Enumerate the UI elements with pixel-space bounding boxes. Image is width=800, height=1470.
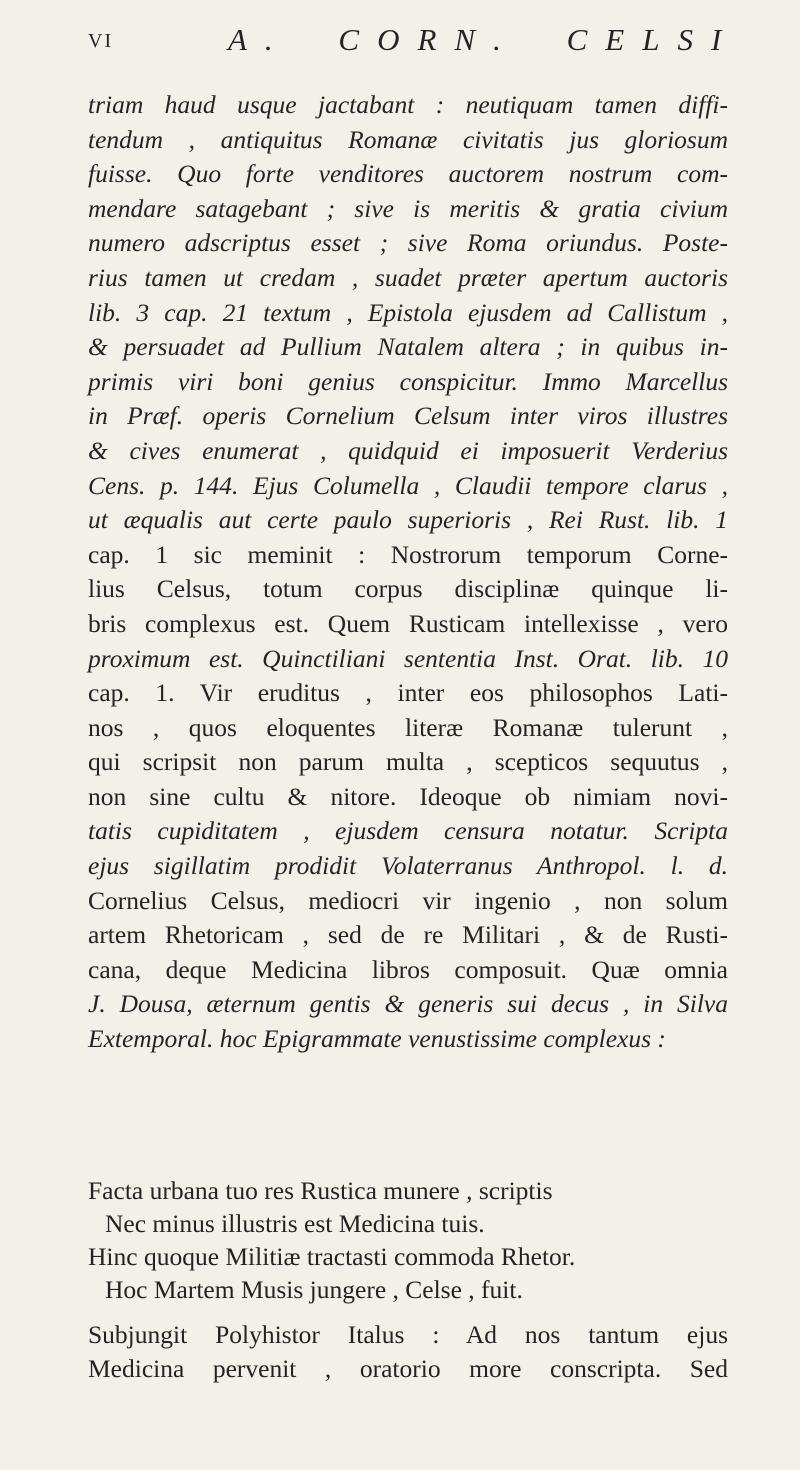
epigram [88, 1174, 728, 1306]
epigram-line: Hoc Martem Musis jungere , Celse , fuit. [105, 1275, 523, 1304]
closing-paragraph [88, 1318, 728, 1386]
text-line: Medicina pervenit , oratorio more conscripta. Sed [88, 1354, 728, 1383]
epigram-line: Facta urbana tuo res Rustica munere , scriptis [88, 1176, 553, 1205]
text-line: ejus sigillatim prodidit Volaterranus Anthropol. l. d. [88, 851, 728, 881]
text-line: qui scripsit non parum multa , scepticos sequutus , [88, 747, 728, 777]
text-line: bris complexus est. Quem Rusticam intellexisse , vero [88, 608, 728, 638]
running-title: A. CORN. CELSI [228, 22, 740, 57]
text-line: ut æqualis aut certe paulo superioris , Rei Rust. lib. 1 [88, 505, 728, 535]
main-text-block [88, 88, 728, 1057]
page-number: VI [88, 30, 114, 52]
text-line: artem Rhetoricam , sed de re Militari , & de Rusti- [88, 920, 728, 950]
text-line: fuisse. Quo forte venditores auctorem nostrum com- [88, 159, 728, 189]
text-line: tendum , antiquitus Romanæ civitatis jus gloriosum [88, 124, 728, 154]
text-line: mendare satagebant ; sive is meritis & gratia civium [88, 193, 728, 223]
text-line: J. Dousa, æternum gentis & generis sui decus , in Silva [88, 989, 728, 1019]
epigram-line: Hinc quoque Militiæ tractasti commoda Rhetor. [88, 1242, 576, 1271]
text-line: primis viri boni genius conspicitur. Immo Marcellus [88, 366, 728, 396]
text-line: cap. 1 sic meminit : Nostrorum temporum Corne- [88, 539, 728, 569]
text-line: in Præf. operis Cornelium Celsum inter viros illustres [88, 401, 728, 431]
text-line: Cornelius Celsus, mediocri vir ingenio , non solum [88, 885, 728, 915]
text-line: & cives enumerat , quidquid ei imposuerit Verderius [88, 435, 728, 465]
text-line: lius Celsus, totum corpus disciplinæ quinque li- [88, 574, 728, 604]
text-line: Subjungit Polyhistor Italus : Ad nos tantum ejus [88, 1320, 728, 1349]
text-line: Extemporal. hoc Epigrammate venustissime complexus : [88, 1024, 666, 1054]
text-line: numero adscriptus esset ; sive Roma oriundus. Poste- [88, 228, 728, 258]
page-header [88, 22, 740, 62]
text-line: tatis cupiditatem , ejusdem censura notatur. Scripta [88, 816, 728, 846]
text-line: & persuadet ad Pullium Natalem altera ; in quibus in- [88, 332, 728, 362]
text-line: lib. 3 cap. 21 textum , Epistola ejusdem ad Callistum , [88, 297, 728, 327]
text-line: triam haud usque jactabant : neutiquam tamen diffi- [88, 90, 728, 119]
epigram-line: Nec minus illustris est Medicina tuis. [105, 1209, 485, 1238]
text-line: Cens. p. 144. Ejus Columella , Claudii tempore clarus , [88, 470, 728, 500]
text-line: cap. 1. Vir eruditus , inter eos philosophos Lati- [88, 678, 728, 708]
text-line: cana, deque Medicina libros composuit. Quæ omnia [88, 954, 728, 984]
text-line: proximum est. Quinctiliani sententia Inst. Orat. lib. 10 [88, 643, 728, 673]
text-line: rius tamen ut credam , suadet præter apertum auctoris [88, 262, 728, 292]
text-line: non sine cultu & nitore. Ideoque ob nimiam novi- [88, 781, 728, 811]
text-line: nos , quos eloquentes literæ Romanæ tulerunt , [88, 712, 728, 742]
